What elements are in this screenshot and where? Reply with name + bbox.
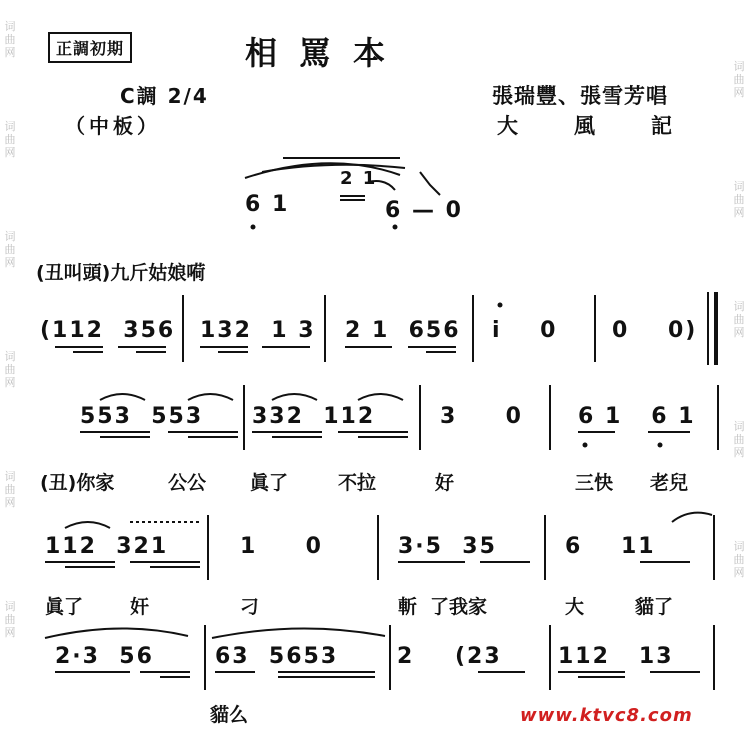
watermark-left-1: 词曲网 <box>4 20 16 59</box>
measure-1-2: 132 1 3 <box>200 318 316 343</box>
measure-3-2: 1 0 <box>240 534 323 559</box>
lyric-2-4: 不拉 <box>338 472 377 494</box>
key-meter: C調 2/4 <box>120 84 209 108</box>
page-title: 相罵本 <box>245 34 408 72</box>
watermark-left-2: 词曲网 <box>4 120 16 159</box>
lyric-3-3: 刁 <box>240 596 260 618</box>
lyric-2-7: 老兒 <box>650 472 689 494</box>
lyric-2-6: 三快 <box>575 472 614 494</box>
lyric-3-5: 了我家 <box>430 596 488 618</box>
measure-1-5: 0 0) <box>612 318 698 343</box>
watermark-left-4: 词曲网 <box>4 350 16 389</box>
recorder: 大風記 <box>497 114 728 138</box>
lyric-2-3: 眞了 <box>250 472 289 494</box>
lyric-2-5: 好 <box>435 472 455 494</box>
tempo-marking: （中板） <box>65 114 161 138</box>
measure-3-1: 112 321 <box>45 534 169 559</box>
measure-3-3: 3·5 35 <box>398 534 497 559</box>
watermark-left-5: 词曲网 <box>4 470 16 509</box>
lyric-2-2: 公公 <box>168 472 207 494</box>
lyric-3-6: 大 <box>565 596 585 618</box>
intro-notes-c: 6 — 0 <box>385 198 463 223</box>
measure-2-2: 332 112 <box>252 404 376 429</box>
measure-2-4: 6 1 6 1 <box>578 404 696 429</box>
watermark-right-1: 词曲网 <box>733 60 745 99</box>
lyric-call-line: (丑叫頭)九斤姑娘嗬 <box>36 262 206 284</box>
measure-1-1: (112 356 <box>40 318 176 343</box>
measure-4-4: (23 <box>455 644 502 669</box>
watermark-right-2: 词曲网 <box>733 180 745 219</box>
measure-1-4: i 0 <box>492 318 558 343</box>
intro-notes-a: 6 1 <box>245 192 290 217</box>
measure-2-1: 553 553 <box>80 404 204 429</box>
measure-4-3: 2 <box>397 644 415 669</box>
measure-4-2: 63 5653 <box>215 644 339 669</box>
category-tag: 正調初期 <box>48 32 132 63</box>
lyric-3-1: 眞了 <box>45 596 84 618</box>
watermark-right-3: 词曲网 <box>733 300 745 339</box>
measure-1-3: 2 1 656 <box>345 318 461 343</box>
lyric-2-1: (丑)你家 <box>40 472 115 494</box>
glide-mark <box>420 172 440 195</box>
lyric-3-4: 斬 <box>398 596 418 618</box>
site-watermark: www.ktvc8.com <box>520 705 693 726</box>
measure-4-1: 2·3 56 <box>55 644 154 669</box>
watermark-left-3: 词曲网 <box>4 230 16 269</box>
watermark-left-6: 词曲网 <box>4 600 16 639</box>
lyric-3-7: 貓了 <box>635 596 674 618</box>
watermark-right-4: 词曲网 <box>733 420 745 459</box>
lyric-4-1: 貓么 <box>210 704 249 726</box>
lyric-3-2: 奸 <box>130 596 150 618</box>
performers: 張瑞豐、張雪芳唱 <box>492 84 668 108</box>
measure-4-5: 112 13 <box>558 644 674 669</box>
measure-3-4: 6 11 <box>565 534 656 559</box>
intro-notes-b: 2 1 <box>340 168 378 189</box>
measure-2-3: 3 0 <box>440 404 523 429</box>
watermark-right-5: 词曲网 <box>733 540 745 579</box>
